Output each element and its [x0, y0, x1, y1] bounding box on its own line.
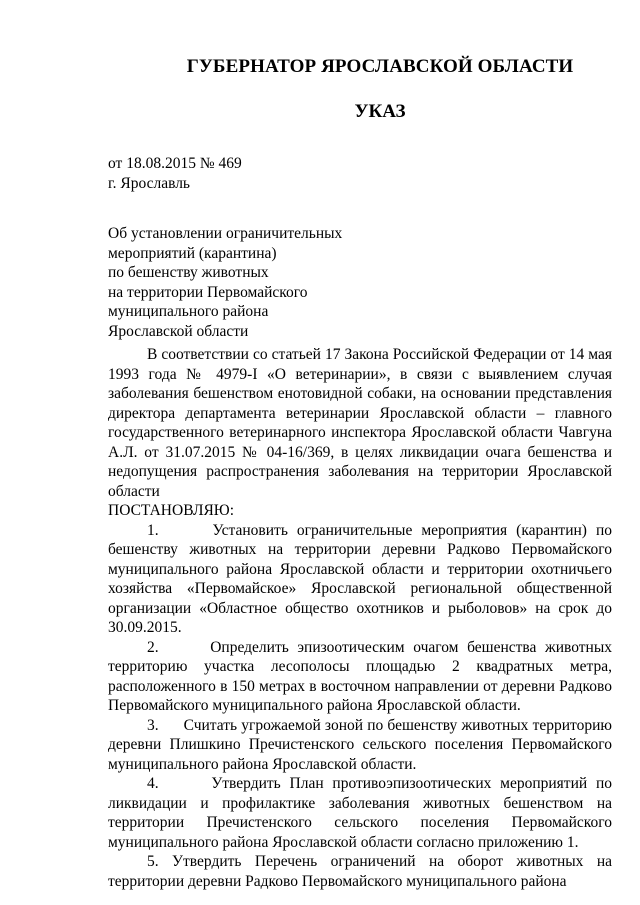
document-body [108, 345, 612, 891]
authority-heading: ГУБЕРНАТОР ЯРОСЛАВСКОЙ ОБЛАСТИ [186, 56, 574, 77]
clause-5: 5. Утвердить Перечень ограничений на оборот животных на территории деревни Радково Первомайского муниципального района [108, 853, 612, 890]
preamble-paragraph: В соответствии со статьей 17 Закона Российской Федерации от 14 мая 1993 года № 4979-I «О ветеринарии», в связи с выявлением случая заболевания бешенством енотовидной собаки, на основании представления директора департамента ветеринарии Ярославской области – главного государственного ветеринарного инспектора Ярославской области Чавгуна А.Л. от 31.07.2015 № 04-16/369, в целях ликвидации очага бешенства и недопущения распространения заболевания на территории Ярославской области [108, 346, 612, 500]
subject-line: Об установлении ограничительных [108, 225, 343, 242]
subject-line: мероприятий (карантина) [108, 244, 277, 262]
clause-4: 4. Утвердить План противоэпизоотических мероприятий по ликвидации и профилактике заболевания животных бешенством на территории Пречистенского сельского поселения Первомайского муниципального района Ярославской области согласно приложению 1. [108, 775, 612, 851]
document-meta [108, 154, 242, 194]
subject-line: Ярославской области [108, 322, 249, 340]
date-number: от 18.08.2015 № 469 [108, 155, 242, 172]
resolve-heading: ПОСТАНОВЛЯЮ: [108, 502, 235, 519]
clause-1: 1. Установить ограничительные мероприятия (карантин) по бешенству животных на территории деревни Радково Первомайского муниципального района Ярославской области и территории охотничьего хозяйства «Первомайское» Ярославской региональной общественной организации «Областное общество охотников и рыболовов» на срок до 30.09.2015. [108, 521, 612, 636]
clause-3: 3. Считать угрожаемой зоной по бешенству животных территорию деревни Плишкино Пречистенского сельского поселения Первомайского муниципального района Ярославской области. [108, 716, 612, 773]
clause-2: 2. Определить эпизоотическим очагом бешенства животных территорию участка лесополосы площадью 2 квадратных метра, расположенного в 150 метрах в восточном направлении от деревни Радково Первомайского муниципального района Ярославской области. [108, 638, 612, 714]
subject-line: по бешенству животных [108, 264, 269, 281]
city: г. Ярославль [108, 175, 190, 192]
document-subject [108, 224, 342, 341]
document-type-heading: УКАЗ [354, 101, 406, 122]
subject-line: муниципального района [108, 303, 269, 320]
subject-line: на территории Первомайского [108, 283, 308, 301]
